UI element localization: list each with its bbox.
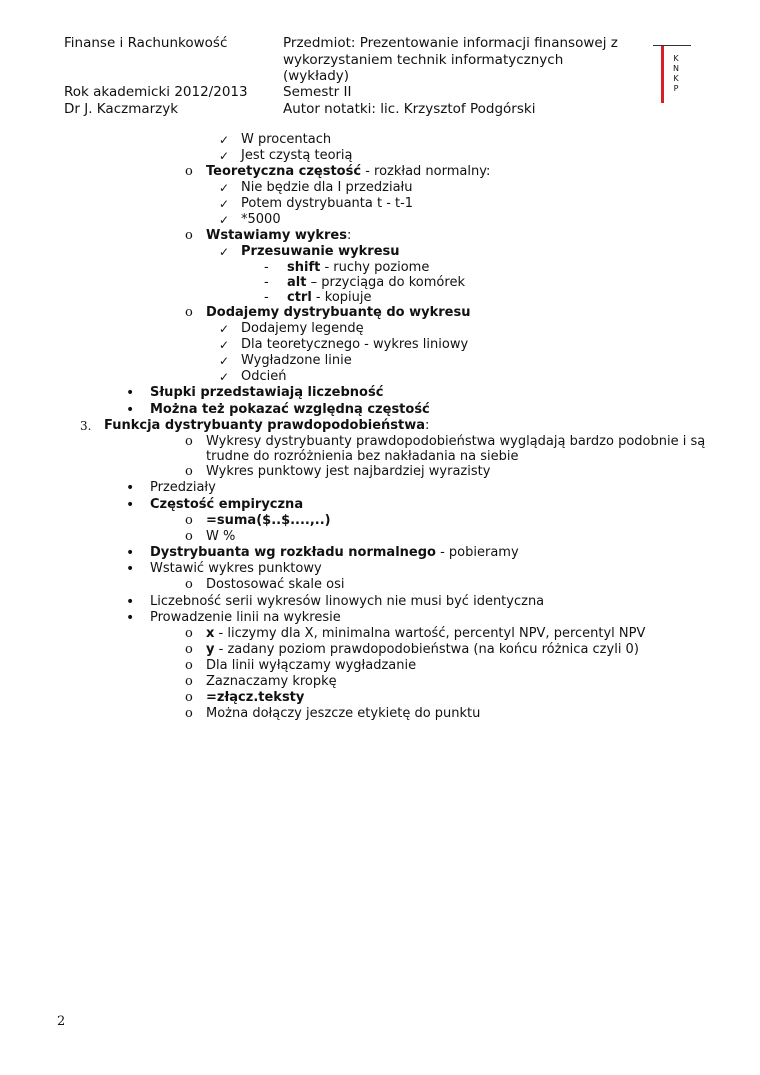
check-marker: ✓: [219, 181, 230, 195]
check-marker: ✓: [219, 133, 230, 147]
text: :: [346, 228, 352, 243]
text: Można dołączy jeszcze etykietę do punktu: [206, 706, 481, 721]
text: - ruchy poziome: [320, 260, 430, 275]
dash-marker: -: [264, 290, 269, 305]
list-item: [241, 180, 412, 196]
list-item: [206, 642, 639, 658]
text: Zaznaczamy kropkę: [206, 674, 337, 689]
o-marker: o: [185, 228, 193, 243]
list-item: [206, 706, 480, 722]
list-item: [241, 369, 286, 385]
list-item: [287, 290, 371, 306]
bold-text: ctrl: [287, 290, 312, 305]
subject-line-2: wykorzystaniem technik informatycznych: [283, 52, 564, 68]
logo-letter-n: N: [673, 64, 679, 73]
list-number: 3.: [80, 419, 92, 433]
text: Wstawić wykres punktowy: [150, 561, 322, 576]
check-marker: ✓: [219, 370, 230, 384]
list-item: [150, 402, 430, 418]
o-marker: o: [185, 164, 193, 179]
list-item: [241, 212, 281, 228]
text: - zadany poziom prawdopodobieństwa (na końcu różnica czyli 0): [214, 642, 639, 657]
academic-year: Rok akademicki 2012/2013: [64, 84, 248, 100]
text: Przedziały: [150, 480, 216, 495]
o-marker: o: [185, 305, 193, 320]
list-item: [287, 275, 465, 291]
bold-text: Wstawiamy wykres: [206, 228, 347, 243]
check-marker: ✓: [219, 197, 230, 211]
o-marker: o: [185, 674, 193, 689]
text: Jest czystą teorią: [241, 148, 353, 163]
check-marker: ✓: [219, 322, 230, 336]
o-marker: o: [185, 642, 193, 657]
text: W %: [206, 529, 236, 544]
list-item: [241, 196, 413, 212]
lecturer: Dr J. Kaczmarzyk: [64, 101, 179, 117]
knkp-logo: [653, 45, 691, 103]
list-item: [206, 658, 416, 674]
list-item: [206, 513, 331, 529]
o-marker: o: [185, 513, 193, 528]
o-marker: o: [185, 706, 193, 721]
text: *5000: [241, 212, 281, 227]
list-item: [150, 610, 341, 626]
check-marker: ✓: [219, 213, 230, 227]
bold-text: Częstość empiryczna: [150, 497, 304, 512]
list-item: [150, 545, 519, 561]
text: Wykres punktowy jest najbardziej wyrazisty: [206, 464, 491, 479]
bold-text: Dodajemy dystrybuantę do wykresu: [206, 305, 471, 320]
text: - liczymy dla X, minimalna wartość, percentyl NPV, percentyl NPV: [214, 626, 646, 641]
o-marker: o: [185, 464, 193, 479]
text: - rozkład normalny:: [361, 164, 491, 179]
bold-text: Przesuwanie wykresu: [241, 244, 400, 259]
list-item: [206, 228, 351, 244]
list-item: [241, 353, 352, 369]
list-item: [206, 674, 337, 690]
subject-line-3: (wykłady): [283, 68, 350, 84]
text: Potem dystrybuanta t - t-1: [241, 196, 414, 211]
check-marker: ✓: [219, 338, 230, 352]
list-item: [241, 321, 364, 337]
bold-text: =złącz.teksty: [206, 690, 305, 705]
list-item: [206, 434, 705, 450]
text: Dostosować skale osi: [206, 577, 345, 592]
bold-text: x: [206, 626, 215, 641]
check-marker: ✓: [219, 149, 230, 163]
text: trudne do rozróżnienia bez nakładania na siebie: [206, 449, 519, 464]
bold-text: shift: [287, 260, 321, 275]
list-item: [287, 260, 429, 276]
text: Dla linii wyłączamy wygładzanie: [206, 658, 417, 673]
bullet-marker: •: [126, 545, 135, 561]
note-author: Autor notatki: lic. Krzysztof Podgórski: [283, 101, 536, 117]
bullet-marker: •: [126, 385, 135, 401]
list-item: [206, 690, 304, 706]
check-marker: ✓: [219, 245, 230, 259]
dash-marker: -: [264, 260, 269, 275]
list-item: [241, 244, 400, 260]
logo-letter-p: P: [673, 84, 679, 93]
text: Wygładzone linie: [241, 353, 352, 368]
bold-text: Dystrybuanta wg rozkładu normalnego: [150, 545, 436, 560]
list-item: [104, 418, 429, 434]
list-item: [206, 577, 345, 593]
bold-text: =suma($..$....,..): [206, 513, 331, 528]
list-item: [150, 480, 216, 496]
bullet-marker: •: [126, 480, 135, 496]
bold-text: alt: [287, 275, 307, 290]
text: Dla teoretycznego - wykres liniowy: [241, 337, 469, 352]
semester: Semestr II: [283, 84, 352, 100]
bold-text: Funkcja dystrybuanty prawdopodobieństwa: [104, 418, 426, 433]
bullet-marker: •: [126, 402, 135, 418]
bullet-marker: •: [126, 594, 135, 610]
text: Dodajemy legendę: [241, 321, 364, 336]
text: W procentach: [241, 132, 332, 147]
text: Nie będzie dla I przedziału: [241, 180, 413, 195]
text: - kopiuje: [311, 290, 372, 305]
list-item: [206, 464, 490, 480]
bold-text: y: [206, 642, 215, 657]
course-name: Finanse i Rachunkowość: [64, 35, 228, 51]
list-item: [206, 164, 490, 180]
list-item: [241, 337, 468, 353]
list-item: [206, 626, 645, 642]
list-item: [206, 305, 471, 321]
o-marker: o: [185, 626, 193, 641]
list-item: [206, 449, 518, 465]
list-item: [206, 529, 235, 545]
bullet-marker: •: [126, 497, 135, 513]
text: :: [425, 418, 430, 433]
list-item: [150, 385, 383, 401]
text: Liczebność serii wykresów linowych nie musi być identyczna: [150, 594, 545, 609]
list-item: [150, 561, 322, 577]
page-number: 2: [57, 1014, 66, 1029]
subject-line-1: Przedmiot: Prezentowanie informacji finansowej z: [283, 35, 618, 51]
check-marker: ✓: [219, 354, 230, 368]
o-marker: o: [185, 434, 193, 449]
o-marker: o: [185, 658, 193, 673]
list-item: [150, 594, 544, 610]
bold-text: Słupki przedstawiają liczebność: [150, 385, 384, 400]
list-item: [241, 148, 352, 164]
o-marker: o: [185, 690, 193, 705]
text: - pobieramy: [435, 545, 519, 560]
text: – przyciąga do komórek: [306, 275, 465, 290]
o-marker: o: [185, 577, 193, 592]
logo-letter-k2: K: [673, 74, 679, 83]
o-marker: o: [185, 529, 193, 544]
dash-marker: -: [264, 275, 269, 290]
bold-text: Teoretyczna częstość: [206, 164, 362, 179]
list-item: [150, 497, 303, 513]
list-item: [241, 132, 331, 148]
text: Odcień: [241, 369, 287, 384]
bold-text: Można też pokazać względną częstość: [150, 402, 430, 417]
logo-letter-k: K: [673, 54, 679, 63]
bullet-marker: •: [126, 610, 135, 626]
bullet-marker: •: [126, 561, 135, 577]
text: Wykresy dystrybuanty prawdopodobieństwa wyglądają bardzo podobnie i są: [206, 434, 706, 449]
text: Prowadzenie linii na wykresie: [150, 610, 341, 625]
